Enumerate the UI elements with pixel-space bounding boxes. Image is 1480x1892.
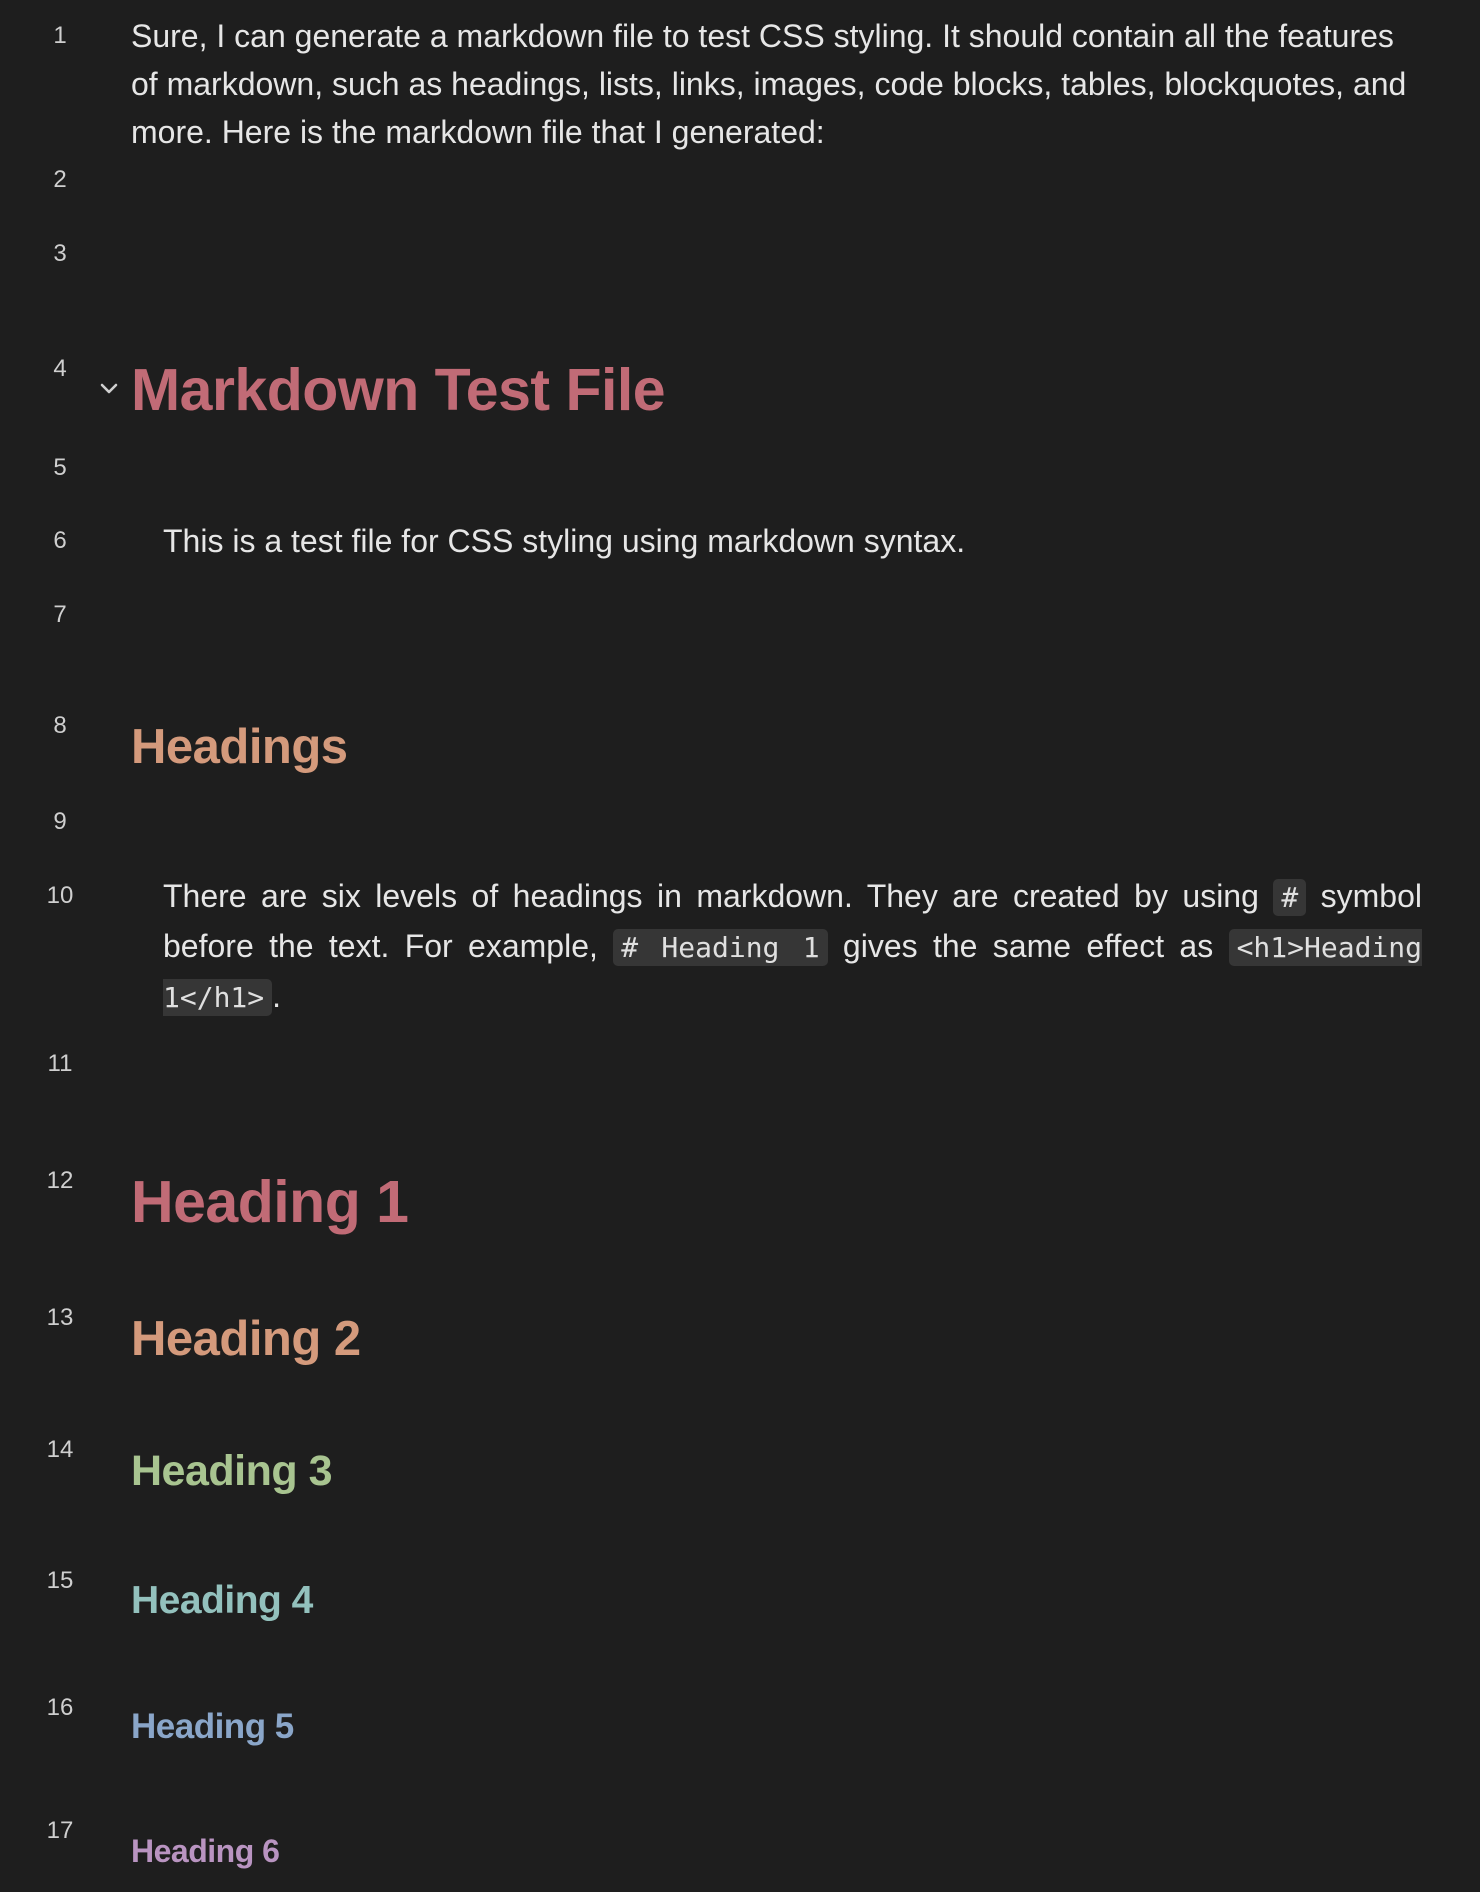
line-number: 5 <box>53 454 67 481</box>
inline-code: # <box>1273 879 1306 916</box>
line-number: 2 <box>53 166 67 193</box>
section-heading: Headings <box>131 720 348 774</box>
heading-5: Heading 5 <box>131 1707 294 1746</box>
line-number: 4 <box>53 355 67 382</box>
line-number: 15 <box>46 1567 74 1594</box>
line-number: 7 <box>53 601 67 628</box>
paragraph-text: There are six levels of headings in markdown. They are created by using <box>163 878 1274 914</box>
heading-3: Heading 3 <box>131 1447 332 1495</box>
line-number: 17 <box>46 1817 74 1844</box>
description-paragraph: This is a test file for CSS styling using markdown syntax. <box>163 523 966 559</box>
line-number: 8 <box>53 712 67 739</box>
paragraph-text: symbol before the text. For example, <box>163 878 1423 964</box>
heading-2: Heading 2 <box>131 1312 361 1366</box>
paragraph-text: gives the same effect as <box>827 928 1229 964</box>
document-title: Markdown Test File <box>131 357 666 423</box>
heading-1: Heading 1 <box>131 1169 409 1235</box>
line-number: 9 <box>53 808 67 835</box>
headings-paragraph <box>131 872 1422 1022</box>
inline-code: <h1>Heading 1</h1> <box>163 931 1423 1014</box>
line-number: 10 <box>46 882 74 909</box>
heading-6: Heading 6 <box>131 1833 280 1869</box>
line-number: 6 <box>53 527 67 554</box>
line-number: 11 <box>47 1050 73 1077</box>
inline-code: # Heading 1 <box>613 929 827 966</box>
heading-4: Heading 4 <box>131 1579 313 1622</box>
line-number: 16 <box>46 1694 74 1721</box>
intro-paragraph: Sure, I can generate a markdown file to test CSS styling. It should contain all the features of markdown, such as headings, lists, links, images, code blocks, tables, blockquotes, and more. Here is the markdown file that I generated: <box>131 18 1407 150</box>
line-number: 13 <box>46 1304 74 1331</box>
line-number: 1 <box>53 22 67 49</box>
chevron-down-icon[interactable] <box>96 376 122 402</box>
line-number: 14 <box>46 1436 74 1463</box>
paragraph-text: . <box>272 978 282 1014</box>
line-number: 3 <box>53 240 67 267</box>
line-number: 12 <box>46 1167 74 1194</box>
